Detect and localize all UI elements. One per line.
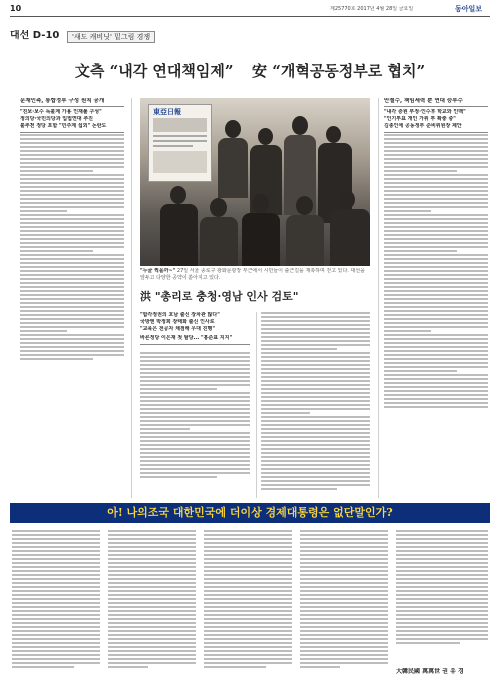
newspaper-label: 東亞日報 <box>153 107 181 116</box>
headline-left: 文측 “내각 연대책임제” <box>74 62 234 80</box>
photo-caption <box>140 268 370 284</box>
middle-kicker-1: "합각정권의 호남 출신 장차관 많다" <box>140 312 220 318</box>
left-sub-3: 불추천 정당 포함 "민주계 섭외" 논란도 <box>20 123 107 129</box>
section-label: 대선 D-10 <box>10 30 60 41</box>
ad-body-col-4 <box>300 530 388 670</box>
right-sub-2: "인기투표 개인 가위 투 확충 중" <box>384 116 456 122</box>
middle-kicker-3: "교육은 전공자 채점해 우대 진행" <box>140 326 215 332</box>
ad-body-col-3 <box>204 530 292 670</box>
sub-headline: 洪 "총리로 충청·영남 인사 검토" <box>140 290 299 303</box>
left-column <box>20 98 124 136</box>
issue-date: 제25770호 2017년 4월 28일 금요일 <box>330 6 414 12</box>
middle-kicker-2: 국방엔 박정희 장태화 출신 인사로 <box>140 319 215 325</box>
middle-kicker-4: 바른정당 이은재 첫 탈당... "홍준표 지지" <box>140 335 233 341</box>
photo-caption-title: "누굴 찍을까~" <box>140 268 176 274</box>
right-column <box>384 98 488 136</box>
left-column-body <box>20 134 124 362</box>
left-sub-2: 정의당·국민의당과 입법연대 추진 <box>20 116 94 122</box>
middle-left-body <box>140 352 250 480</box>
headline <box>0 62 500 80</box>
ad-banner <box>10 503 490 523</box>
header-rule <box>10 16 490 17</box>
ad-banner-text: 아! 나의조국 대한민국에 더이상 경제대통령은 없단말인가? <box>107 506 393 519</box>
left-kicker: 문재인측, 통합정부 구성 원칙 공개 <box>20 98 105 104</box>
photo-caption-text: 27일 서울 종로구 광화문광장 부근에서 시민들이 출근길을 재촉하며 걷고 있다. 대선을 앞두고 다양한 공약이 쏟아지고 있다. <box>140 268 365 281</box>
ad-body-col-5 <box>396 530 488 646</box>
news-photo <box>140 98 370 266</box>
left-sub-1: "진보·보수 독불계 가용 인재풀 구성" <box>20 109 102 115</box>
right-kicker: 안철수, 책임세력 뿐 연대 승부수 <box>384 98 463 104</box>
ad-body-col-1 <box>12 530 100 670</box>
ad-body-col-2 <box>108 530 196 670</box>
middle-kicker-box <box>140 312 250 348</box>
right-sub-1: "내각 증원 부정·인수후 학교와 인맥" <box>384 109 466 115</box>
masthead: 동아일보 <box>455 4 483 13</box>
right-column-body <box>384 134 488 410</box>
headline-right: 安 “개혁공동정부로 협치” <box>251 62 426 80</box>
middle-right-body <box>261 312 370 492</box>
page-number: 10 <box>10 4 22 13</box>
section-tag: '새도 캐비닛' 밑그림 경쟁 <box>67 31 155 43</box>
ad-signature: 大韓民國 萬萬世 권 유 경 <box>396 668 464 675</box>
right-sub-3: 김종인에 공동정부 준비위원장 제안 <box>384 123 462 129</box>
held-newspaper <box>148 104 212 182</box>
